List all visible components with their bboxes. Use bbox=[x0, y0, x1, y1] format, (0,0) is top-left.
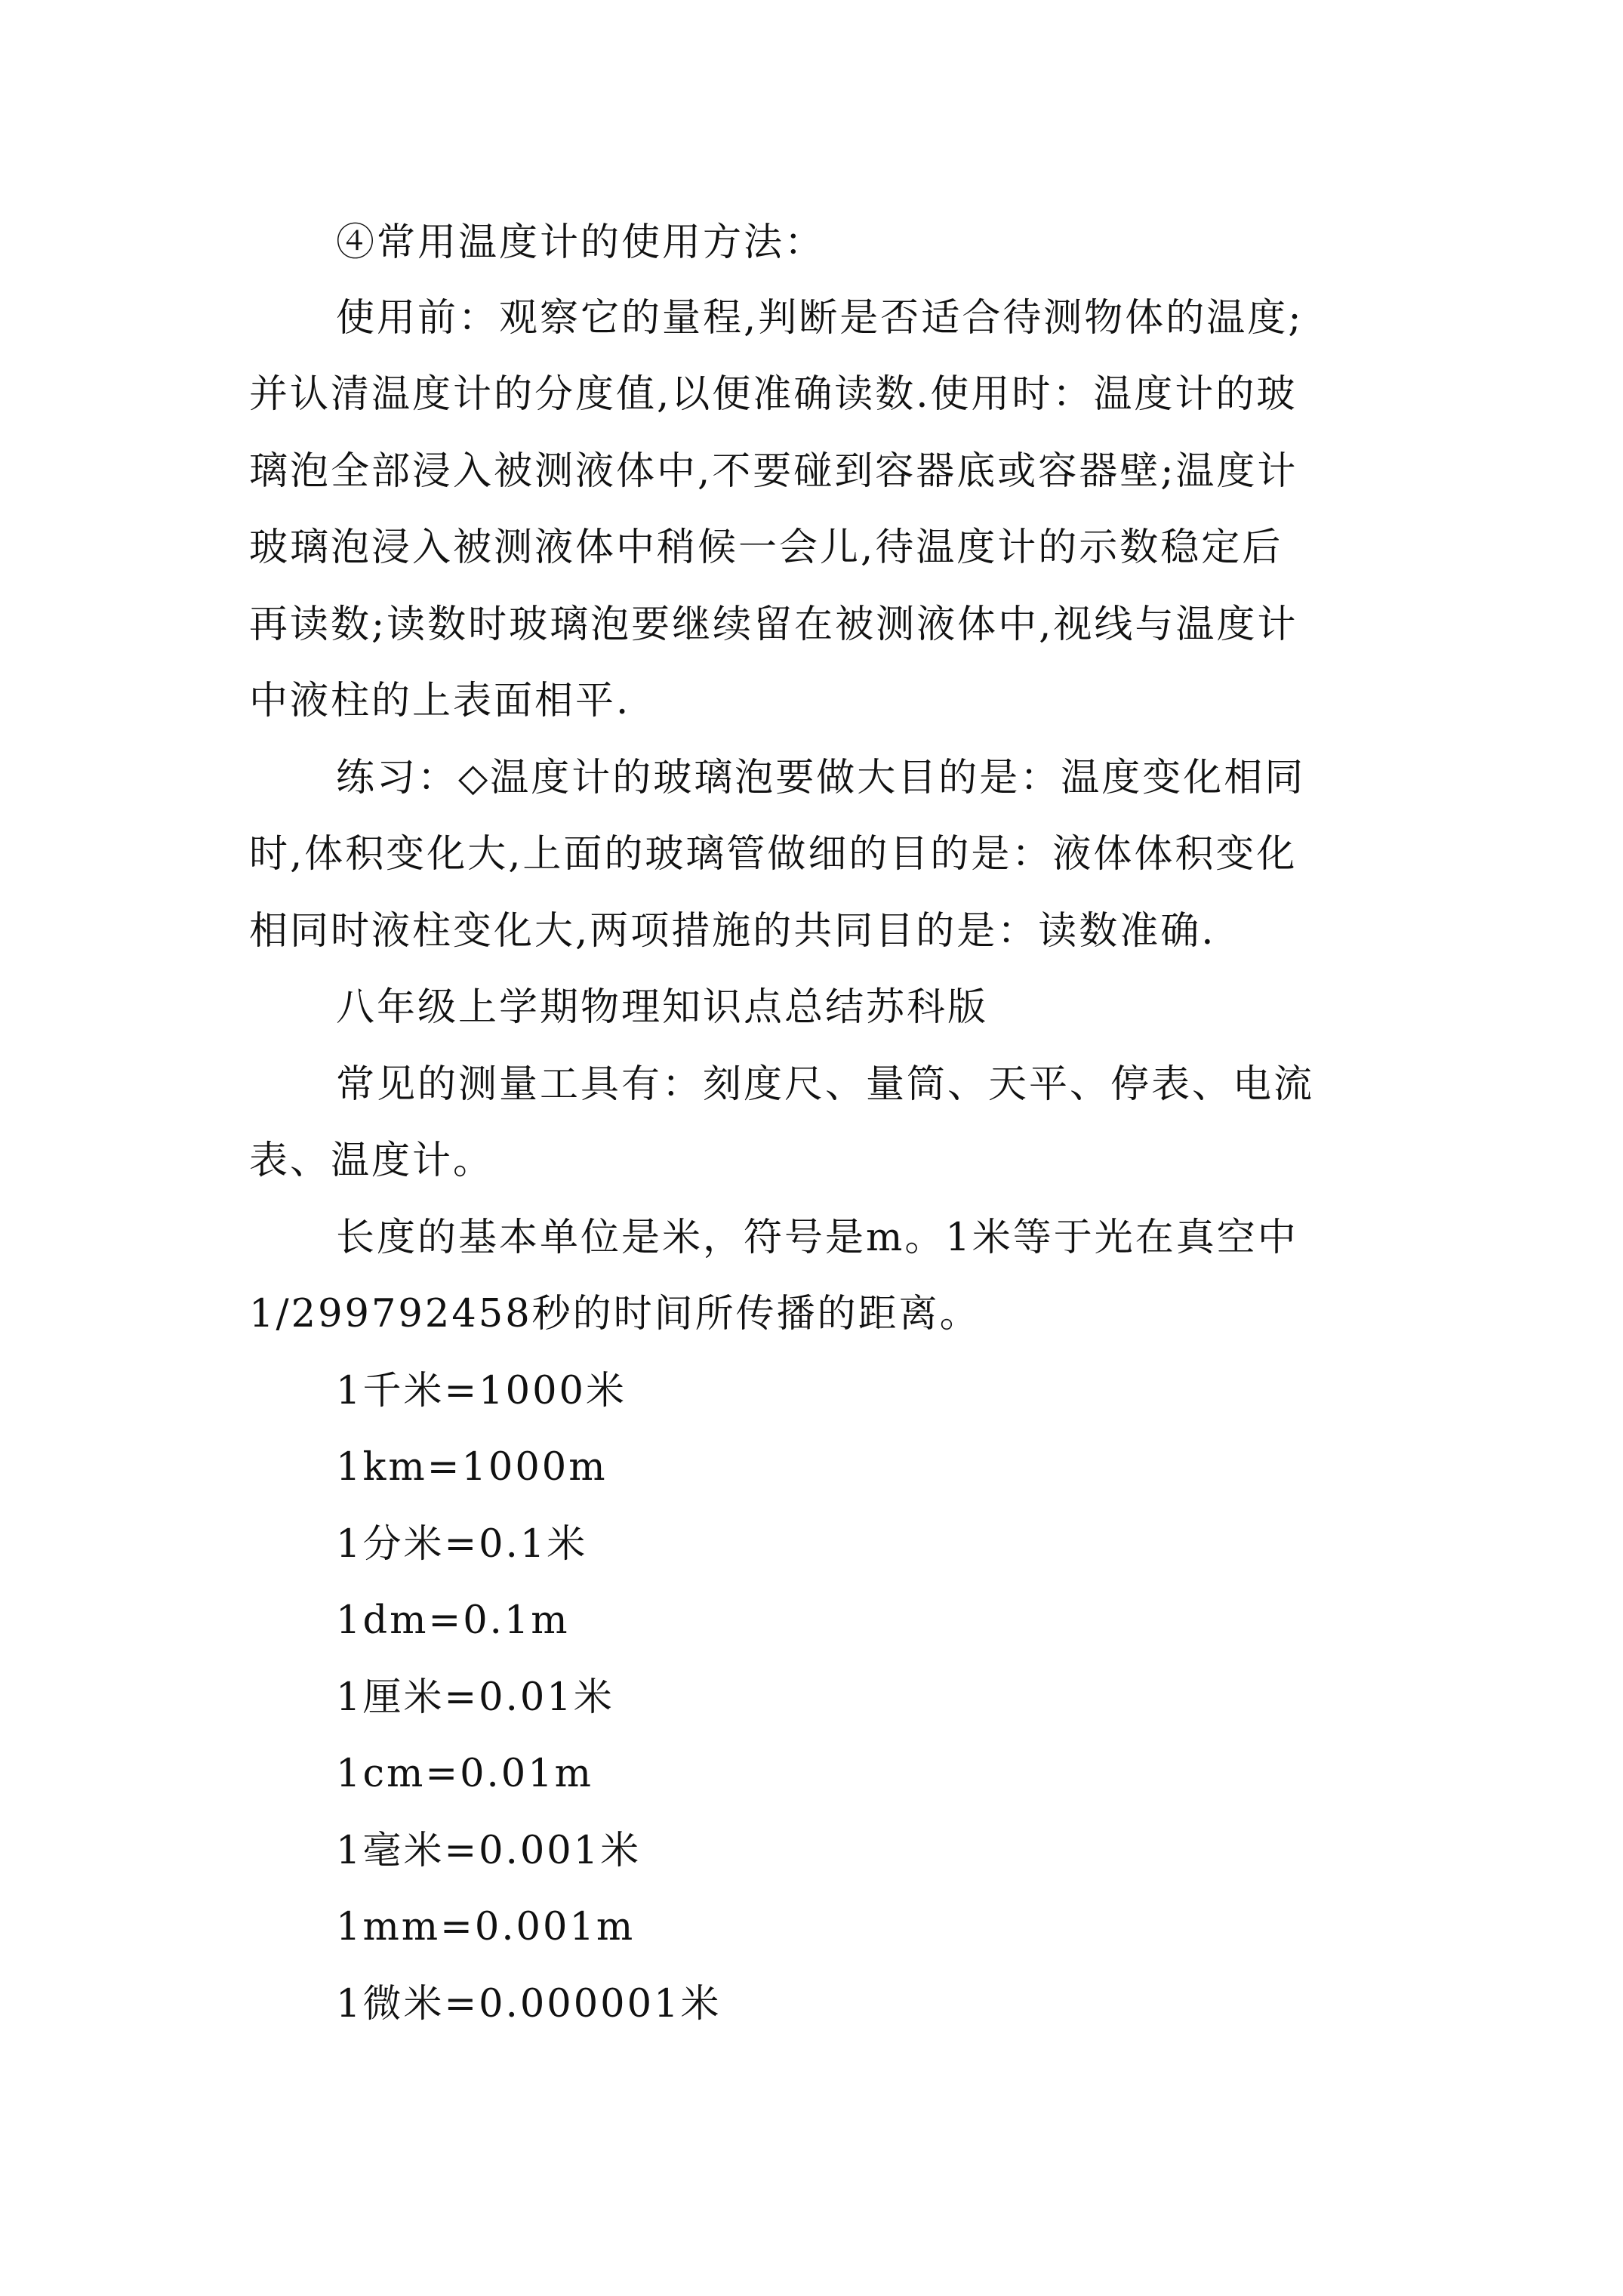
document-title: 八年级上学期物理知识点总结苏科版 bbox=[336, 985, 989, 1030]
conversion-line: 1分米=0.1米 bbox=[336, 1522, 588, 1567]
conversion-line: 1cm=0.01m bbox=[336, 1752, 594, 1796]
paragraph-line: 表、温度计。 bbox=[249, 1139, 494, 1183]
paragraph-line: 再读数;读数时玻璃泡要继续留在被测液体中,视线与温度计 bbox=[249, 603, 1298, 647]
conversion-line: 1dm=0.1m bbox=[336, 1598, 570, 1643]
conversion-line: 1km=1000m bbox=[336, 1445, 608, 1490]
paragraph-line: 并认清温度计的分度值,以便准确读数.使用时：温度计的玻 bbox=[249, 372, 1298, 417]
conversion-line: 1千米=1000米 bbox=[336, 1369, 627, 1413]
paragraph-line: 璃泡全部浸入被测液体中,不要碰到容器底或容器壁;温度计 bbox=[249, 449, 1298, 494]
section-heading: ④常用温度计的使用方法： bbox=[336, 220, 826, 265]
paragraph-line: 练习：◇温度计的玻璃泡要做大目的是：温度变化相同 bbox=[336, 756, 1306, 800]
conversion-line: 1微米=0.000001米 bbox=[336, 1982, 722, 2026]
paragraph-line: 1/299792458秒的时间所传播的距离。 bbox=[249, 1292, 981, 1336]
paragraph-line: 中液柱的上表面相平. bbox=[249, 679, 631, 723]
paragraph-line: 常见的测量工具有：刻度尺、量筒、天平、停表、电流 bbox=[336, 1062, 1315, 1107]
conversion-line: 1毫米=0.001米 bbox=[336, 1829, 642, 1873]
paragraph-line: 长度的基本单位是米，符号是m。1米等于光在真空中 bbox=[336, 1216, 1298, 1260]
conversion-line: 1厘米=0.01米 bbox=[336, 1675, 614, 1720]
paragraph-line: 使用前：观察它的量程,判断是否适合待测物体的温度; bbox=[336, 296, 1304, 341]
paragraph-line: 相同时液柱变化大,两项措施的共同目的是：读数准确. bbox=[249, 909, 1216, 954]
paragraph-line: 时,体积变化大,上面的玻璃管做细的目的是：液体体积变化 bbox=[249, 832, 1298, 877]
paragraph-line: 玻璃泡浸入被测液体中稍候一会儿,待温度计的示数稳定后 bbox=[249, 525, 1283, 570]
conversion-line: 1mm=0.001m bbox=[336, 1905, 636, 1949]
